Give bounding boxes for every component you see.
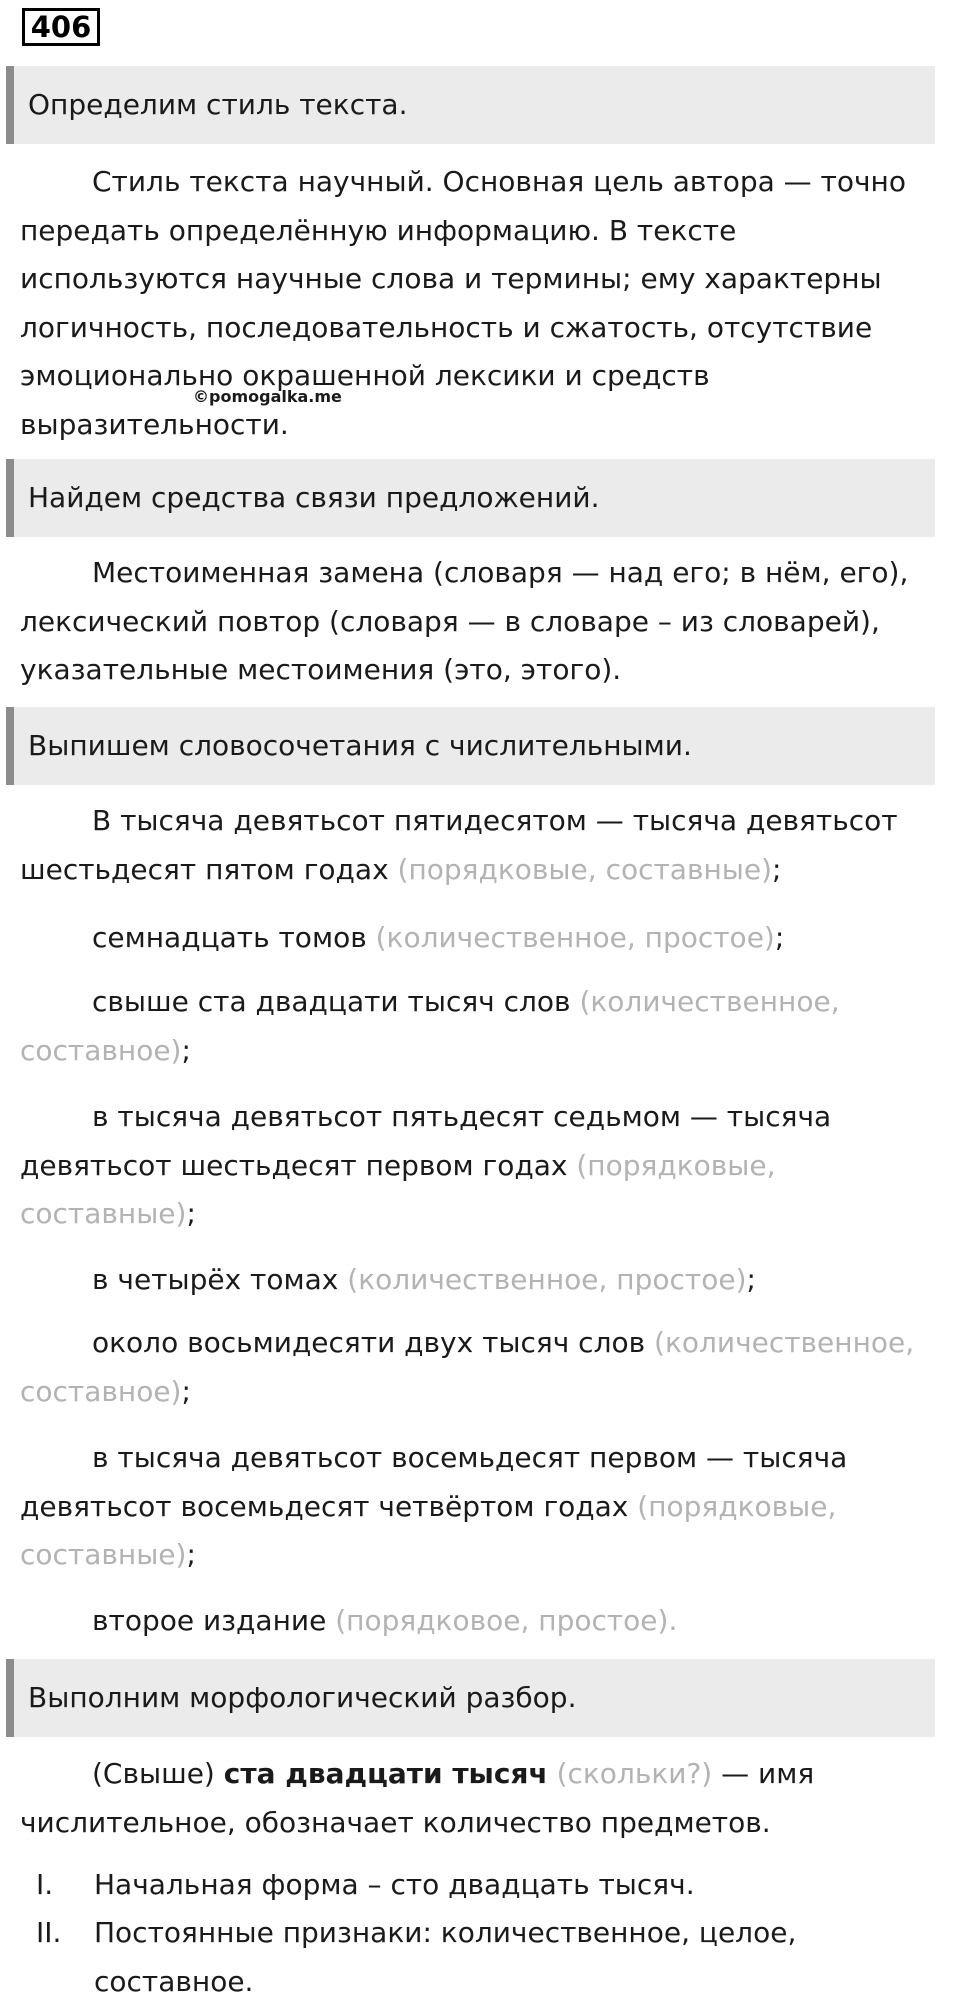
morph-question: (скольки?) bbox=[556, 1757, 713, 1790]
morph-word: ста двадцати тысяч bbox=[223, 1757, 548, 1790]
morph-item-text: Постоянные признаки: количественное, целое, составное. bbox=[94, 1916, 797, 1998]
phrase-item bbox=[20, 978, 940, 1075]
phrase-text: свыше ста двадцати тысяч слов bbox=[92, 985, 571, 1018]
morph-item-text: Начальная форма – сто двадцать тысяч. bbox=[94, 1868, 695, 1901]
roman-numeral: II. bbox=[36, 1916, 62, 1949]
phrase-text: второе издание bbox=[92, 1604, 327, 1637]
phrase-end: ; bbox=[774, 921, 785, 954]
phrase-text: в четырёх томах bbox=[92, 1263, 339, 1296]
phrase-text: около восьмидесяти двух тысяч слов bbox=[92, 1326, 646, 1359]
phrase-end: ; bbox=[186, 1538, 196, 1571]
phrase-item bbox=[20, 1093, 940, 1239]
morph-list-item bbox=[20, 1909, 940, 2000]
phrase-end: ; bbox=[772, 852, 782, 886]
phrase-note: (порядковые, составные) bbox=[20, 1489, 837, 1571]
morph-rest: — имя числительное, обозначает количество предметов. bbox=[20, 1757, 815, 1839]
phrase-end: ; bbox=[186, 1197, 196, 1230]
phrase-text: семнадцать томов bbox=[92, 921, 367, 954]
phrase-note: (порядковое, простое). bbox=[335, 1604, 678, 1637]
phrase-text: в тысяча девятьсот пятьдесят седьмом — тысяча девятьсот шестьдесят первом годах bbox=[20, 1100, 832, 1182]
phrase-item bbox=[20, 1256, 940, 1305]
phrase-end: ; bbox=[181, 1033, 191, 1067]
phrase-end: ; bbox=[181, 1374, 191, 1408]
style-paragraph: Стиль текста научный. Основная цель автора — точно передать определённую информацию. В тексте используются научные слова и термины; ему характерны логичность, последовательность и сжатость, отсутствие эмоционально окрашенной лексики и средств выразительности. bbox=[20, 165, 906, 441]
phrase-note: (количественное, составное) bbox=[20, 985, 840, 1067]
phrase-item bbox=[20, 1319, 940, 1416]
section-header-phrases: Выпишем словосочетания с числительными. bbox=[6, 707, 935, 785]
phrase-text: В тысяча девятьсот пятидесятом — тысяча девятьсот шестьдесят пятом годах bbox=[20, 804, 898, 886]
section-header-style: Определим стиль текста. bbox=[6, 66, 935, 144]
section-header-links: Найдем средства связи предложений. bbox=[6, 459, 935, 537]
roman-numeral: I. bbox=[36, 1868, 54, 1901]
phrase-item bbox=[20, 1597, 940, 1646]
phrase-item bbox=[20, 797, 940, 894]
phrase-item bbox=[20, 914, 940, 963]
phrase-note: (количественное, простое) bbox=[375, 921, 775, 954]
morph-intro bbox=[20, 1750, 940, 1847]
morph-list-item bbox=[20, 1861, 940, 1910]
phrase-end: ; bbox=[746, 1263, 756, 1296]
watermark: ©pomogalka.me bbox=[193, 387, 342, 406]
task-number: 406 bbox=[22, 8, 100, 46]
phrase-text: в тысяча девятьсот восемьдесят первом — тысяча девятьсот восемьдесят четвёртом годах bbox=[20, 1441, 848, 1523]
phrase-note: (порядковые, составные) bbox=[397, 852, 773, 886]
phrase-note: (порядковые, составные) bbox=[20, 1148, 776, 1230]
phrase-item bbox=[20, 1434, 940, 1580]
phrase-note: (количественное, простое) bbox=[347, 1263, 747, 1296]
links-paragraph: Местоименная замена (словаря — над его; в нём, его), лексический повтор (словаря — в словаре – из словарей), указательные местоимения (это, этого). bbox=[20, 556, 909, 686]
phrase-note: (количественное, составное) bbox=[20, 1326, 915, 1408]
section-header-morph: Выполним морфологический разбор. bbox=[6, 1659, 935, 1737]
morph-lead: (Свыше) bbox=[92, 1757, 215, 1790]
